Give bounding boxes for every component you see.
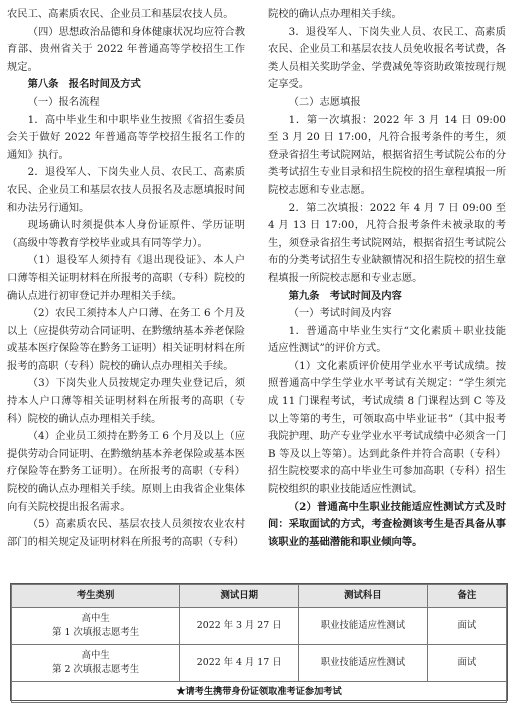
left-paragraph: （5）高素质农民、基层农技人员须按农业农村部门的相关规定及证明材料在所报考的高职（专科） <box>7 518 245 548</box>
header-test-subject: 测试科目 <box>299 585 428 608</box>
table-row <box>12 608 507 645</box>
category-cell <box>12 645 180 682</box>
left-paragraph: （3）下岗失业人员按规定办理失业登记后，须持本人户口薄等相关证明材料在所报考的高职（专科）院校的确认点办理相关手续。 <box>7 377 245 425</box>
right-paragraph: （1）文化素质评价使用学业水平考试成绩。按照普通高中学生学业水平考试有关规定：“学生须完成 11 门课程考试，考试成绩 8 门课程达到 C 等及以上等第的考生，可领取高中毕业证书”（其中报考我院护理、助产专业学业水平考试成绩中必须含一门 B 等及以上等第）。达到此条件并符合高职（专科）招生院校要求的高中毕业生可参加高职（专科）招生院校组织的职业技能适应性测试。 <box>268 359 506 496</box>
left-paragraph: （一）报名流程 <box>27 95 100 108</box>
note-cell: 面试 <box>427 645 506 682</box>
header-test-date: 测试日期 <box>180 585 299 608</box>
left-paragraph: （2）农民工须持本人户口薄、在务工 6 个月及以上（应提供劳动合同证明、在黔缴纳基本养老保险或基本医疗保险等在黔务工证明）相关证明材料在所报考的高职（专科）院校的确认点办理相关手续。 <box>7 307 245 372</box>
category-cell <box>12 608 180 645</box>
right-paragraph: 院校的确认点办理相关手续。 <box>268 8 402 20</box>
header-note: 备注 <box>427 585 506 608</box>
category-line: 高中生 <box>81 650 110 661</box>
table-footer-note: ★请考生携带身份证领取准考证参加考试 <box>12 682 507 703</box>
right-paragraph: 2．第二次填报：2022 年 4 月 7 日 09:00 至 4 月 13 日 17:00，凡符合报考条件未被录取的考生，须登录省招生考试院网站，根据省招生考试院公布的分类考试招生专业缺额情况和招生院校的招生章程填报一所院校志愿和专业志愿。 <box>268 201 506 284</box>
right-paragraph: （二）志愿填报 <box>288 95 361 108</box>
right-paragraph: 1．第一次填报：2022 年 3 月 14 日 09:00 至 3 月 20 日 17:00，凡符合报考条件的考生，须登录省招生考试院网站，根据省招生考试院公布的分类考试招生专业目录和招生院校的招生章程填报一所院校志愿和专业志愿。 <box>268 113 506 196</box>
exam-schedule-table-container <box>10 583 508 701</box>
right-paragraph: （一）考试时间及内容 <box>288 307 392 320</box>
left-paragraph: （1）退役军人须持有《退出现役证》、本人户口薄等相关证明材料在所报考的高职（专科）院校的确认点进行初审登记并办理相关手续。 <box>7 254 245 302</box>
category-line: 高中生 <box>81 613 110 624</box>
left-paragraph: （四）思想政治品德和身体健康状况均应符合教育部、贵州省关于 2022 年普通高等学校招生工作规定。 <box>7 25 245 73</box>
right-paragraph: 第九条 考试时间及内容 <box>288 289 402 302</box>
date-cell: 2022 年 3 月 27 日 <box>180 608 299 645</box>
right-paragraph: 1．普通高中毕业生实行“文化素质＋职业技能适应性测试”的评价方式。 <box>268 324 506 355</box>
left-paragraph: 农民工、高素质农民、企业员工和基层农技人员。 <box>7 8 234 20</box>
left-paragraph: 现场确认时须提供本人身份证原件、学历证明（高级中等教育学校毕业或具有同等学力）。 <box>7 219 245 249</box>
left-paragraph: 第八条 报名时间及方式 <box>27 78 141 91</box>
date-cell: 2022 年 4 月 17 日 <box>180 645 299 682</box>
subject-cell: 职业技能适应性测试 <box>299 645 428 682</box>
left-paragraph: 1．高中毕业生和中职毕业生按照《省招生委员会关于做好 2022 年普通高等学校招生报名工作的通知》执行。 <box>7 113 245 161</box>
right-text-column <box>268 6 506 551</box>
subject-cell: 职业技能适应性测试 <box>299 608 428 645</box>
note-cell: 面试 <box>427 608 506 645</box>
category-line: 第 1 次填报志愿考生 <box>52 627 140 638</box>
table-row <box>12 645 507 682</box>
left-text-column <box>7 6 245 551</box>
left-paragraph: 2．退役军人、下岗失业人员、农民工、高素质农民、企业员工和基层农技人员报名及志愿填报时间和办法另行通知。 <box>7 166 245 214</box>
header-category: 考生类别 <box>12 585 180 608</box>
left-paragraph: （4）企业员工须持在黔务工 6 个月及以上（应提供劳动合同证明、在黔缴纳基本养老保险或基本医疗保险等在黔务工证明）。在所报考的高职（专科）院校的确认点办理相关手续。原则上由我省企业集体向有关院校提出报名需求。 <box>7 430 245 513</box>
table-header-row <box>12 585 507 608</box>
right-paragraph: （2）普通高中生职业技能适应性测试方式及时间：采取面试的方式，考查检测该考生是否具备从事该职业的基础潜能和职业倾向等。 <box>268 500 506 548</box>
table-footer-row <box>12 682 507 703</box>
exam-schedule-table <box>11 584 507 703</box>
right-paragraph: 3．退役军人、下岗失业人员、农民工、高素质农民、企业员工和基层农技人员免收报名考试费，各类人员相关奖助学金、学费减免等资助政策按现行规定享受。 <box>268 25 506 91</box>
category-line: 第 2 次填报志愿考生 <box>52 664 140 675</box>
